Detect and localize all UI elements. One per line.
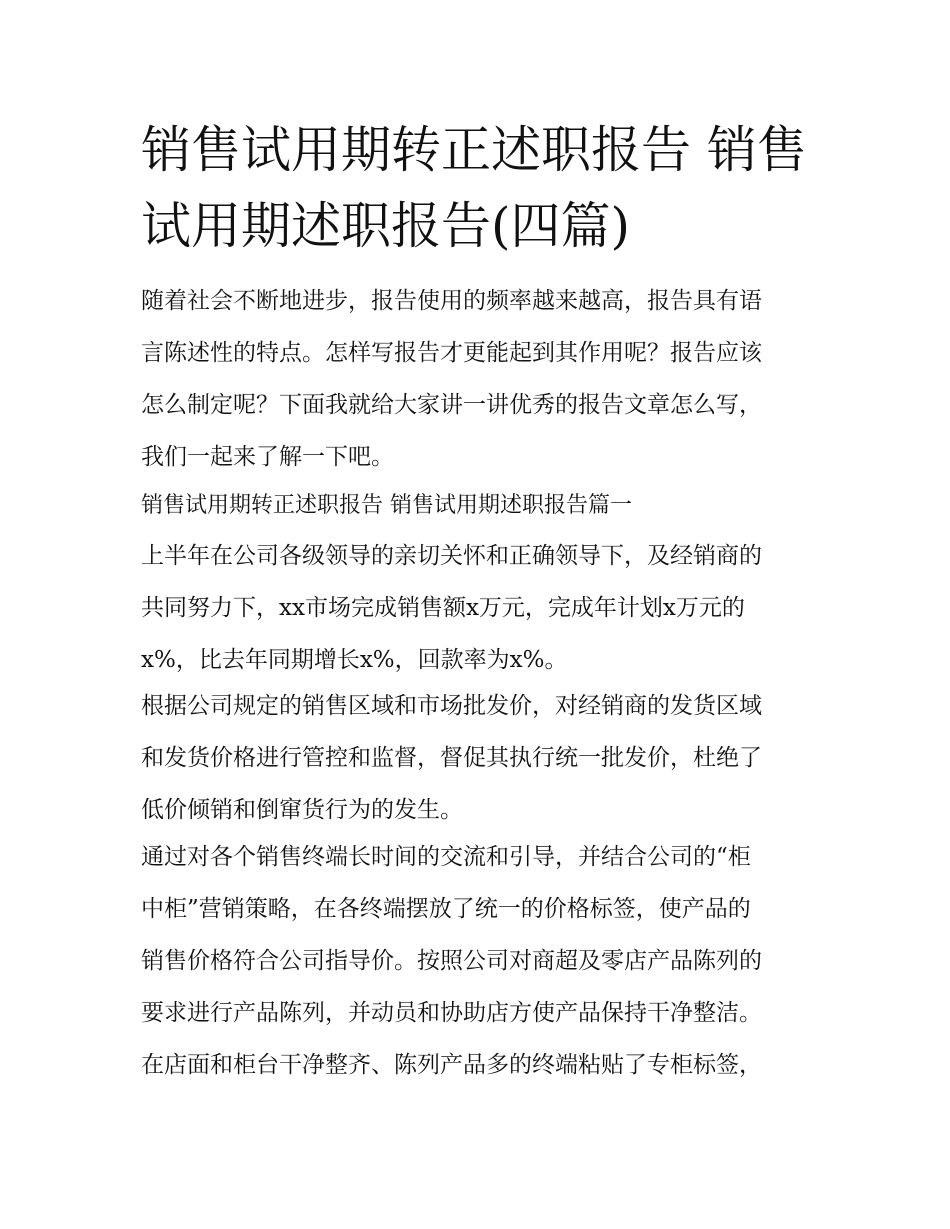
para2-line-2: 和发货价格进行管控和监督，督促其执行统一批发价，杜绝了 — [141, 745, 762, 771]
section-heading: 销售试用期转正述职报告 销售试用期述职报告篇一 — [141, 493, 632, 518]
para1-line-2: 共同努力下，xx市场完成销售额x万元，完成年计划x万元的 — [141, 595, 745, 621]
para3-line-1: 通过对各个销售终端长时间的交流和引导，并结合公司的“柜 — [141, 844, 751, 870]
para3-line-3: 销售价格符合公司指导价。按照公司对商超及零店产品陈列的 — [141, 948, 762, 974]
intro-line-1: 随着社会不断地进步，报告使用的频率越来越高，报告具有语 — [141, 288, 762, 314]
intro-line-2: 言陈述性的特点。怎样写报告才更能起到其作用呢？报告应该 — [141, 340, 762, 366]
para2-line-1: 根据公司规定的销售区域和市场批发价，对经销商的发货区域 — [141, 693, 762, 719]
para2-line-3: 低价倾销和倒窜货行为的发生。 — [141, 797, 463, 823]
document-title: 销售试用期转正述职报告 销售试用期述职报告(四篇) — [141, 121, 807, 255]
intro-line-3: 怎么制定呢？下面我就给大家讲一讲优秀的报告文章怎么写， — [141, 392, 762, 418]
para1-line-1: 上半年在公司各级领导的亲切关怀和正确领导下，及经销商的 — [141, 543, 762, 569]
para3-line-2: 中柜”营销策略，在各终端摆放了统一的价格标签，使产品的 — [141, 896, 751, 922]
para3-line-4: 要求进行产品陈列，并动员和协助店方使产品保持干净整洁。 — [141, 1000, 762, 1026]
para3-line-5: 在店面和柜台干净整齐、陈列产品多的终端粘贴了专柜标签， — [141, 1052, 762, 1078]
para1-line-3: x%，比去年同期增长x%，回款率为x%。 — [141, 647, 568, 673]
intro-line-4: 我们一起来了解一下吧。 — [141, 444, 394, 470]
